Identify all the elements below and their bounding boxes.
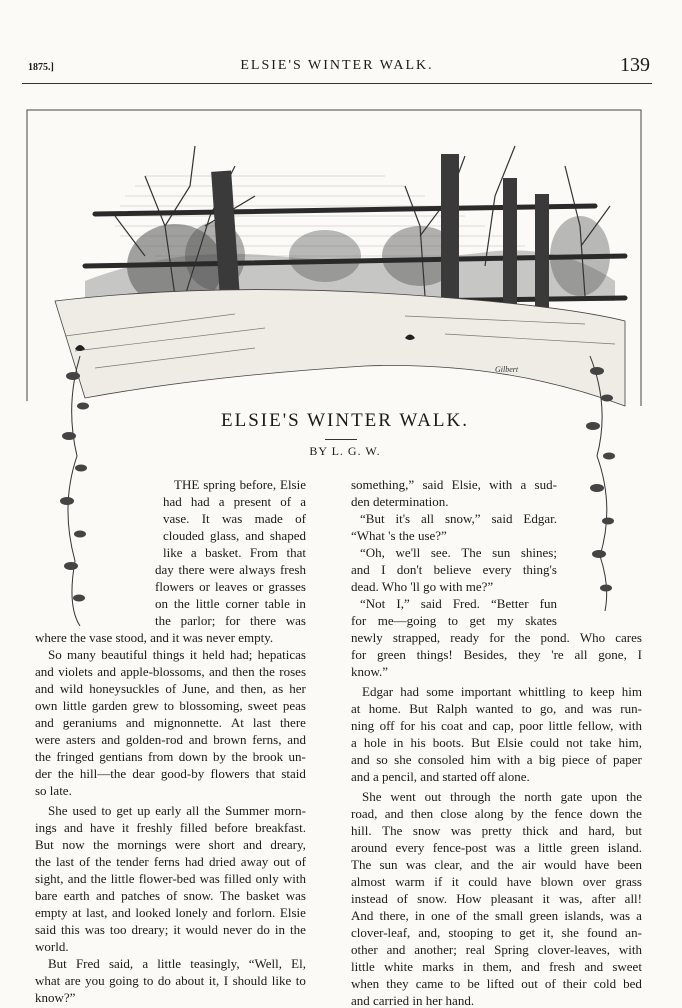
text-line: know?”: [35, 990, 76, 1005]
text-line: for green things! Besides, they 're all gone, I: [351, 647, 642, 662]
text-line: like a basket. From that: [163, 545, 306, 560]
vine-right-leaves: [586, 367, 615, 592]
text-line: hill. The snow was pretty thick and hard, but: [351, 823, 642, 838]
header-rule: [22, 83, 652, 84]
running-header: [22, 56, 652, 80]
text-line: a hole in his boots. But Elsie could not take him,: [351, 735, 642, 750]
text-line: own little garden grew to blossoming, sweet peas: [35, 698, 306, 713]
text-line: what are you going to do about it, I should like to: [35, 973, 306, 988]
text-line: bare earth and patches of snow. The basket was: [35, 888, 306, 903]
text-line: said this was too dreary; it would never do in the: [35, 922, 306, 937]
text-line: “Oh, we'll see. The sun shines;: [360, 545, 557, 560]
text-line: know.”: [351, 664, 389, 679]
text-line: ning off for his coat and cap, poor little fellow, with: [351, 718, 642, 733]
text-line: the fringed gentians from down by the brook un-: [35, 749, 306, 764]
text-line: other and another; real Spring clover-leaves, with: [351, 942, 642, 957]
text-line: empty at last, and looked lonely and forlorn. Elsie: [35, 905, 306, 920]
text-line: She went out through the north gate upon the: [362, 789, 642, 804]
text-line: flowers or leaves or grasses: [155, 579, 306, 594]
title-rule: [325, 439, 357, 440]
text-line: “What 's the use?”: [351, 528, 447, 543]
text-line: day there were always fresh: [155, 562, 306, 577]
text-line: and I don't believe every thing's: [351, 562, 557, 577]
text-line: on the little corner table in: [155, 596, 306, 611]
text-line: were asters and golden-rod and brown ferns, and: [35, 732, 306, 747]
text-line: and wild honeysuckles of June, and then, as her: [35, 681, 306, 696]
text-line: for me—going to get my skates: [351, 613, 557, 628]
text-line: almost warm if it could have blown over grass: [351, 874, 642, 889]
vine-left: [68, 356, 80, 626]
article-title: ELSIE'S WINTER WALK.: [220, 410, 469, 431]
text-line: “But it's all snow,” said Edgar.: [360, 511, 557, 526]
text-line: dead. Who 'll go with me?”: [351, 579, 494, 594]
text-line: the last of the tender ferns had dried away out of: [35, 854, 306, 869]
text-line: But Fred said, a little teasingly, “Well, El,: [48, 956, 306, 971]
text-line: clouded glass, and shaped: [163, 528, 306, 543]
text-line: little white marks in them, and fresh and sweet: [351, 959, 642, 974]
text-line: vase. It was made of: [163, 511, 306, 526]
snow-mound: [55, 290, 625, 406]
engraver-signature: Gilbert: [495, 365, 519, 374]
text-line: der the hill—the dear good-by flowers that staid: [35, 766, 306, 781]
text-line: newly strapped, ready for the pond. Who cares: [351, 630, 642, 645]
text-line: THE spring before, Elsie: [174, 477, 306, 492]
text-line: where the vase stood, and it was never empty.: [35, 630, 274, 645]
text-line: around every fence-post was a little green island.: [351, 840, 642, 855]
text-line: The sun was clear, and the air would have been: [351, 857, 642, 872]
page-number: 139: [620, 54, 650, 76]
text-line: She used to get up early all the Summer morn-: [48, 803, 306, 818]
text-line: den determination.: [351, 494, 449, 509]
text-line: and so she consoled him with a big piece of paper: [351, 752, 642, 767]
text-line: and violets and apple-blossoms, and then the roses: [35, 664, 306, 679]
text-line: “Not I,” said Fred. “Better fun: [360, 596, 557, 611]
text-line: so late.: [35, 783, 72, 798]
text-line: something,” said Elsie, with a sud-: [351, 477, 557, 492]
vine-left-leaves: [60, 372, 89, 602]
article-byline: BY L. G. W.: [309, 444, 381, 458]
text-line: road, and then close along by the fence down the: [351, 806, 642, 821]
header-title: ELSIE'S WINTER WALK.: [240, 58, 434, 73]
text-line: at home. But Ralph wanted to go, and was run-: [351, 701, 642, 716]
text-line: and a pencil, and started off alone.: [351, 769, 530, 784]
text-line: clover-leaf, and, stooping to get it, she found an-: [351, 925, 642, 940]
text-line: And there, in one of the small green islands, was a: [351, 908, 642, 923]
text-line: Edgar had some important whittling to keep him: [362, 684, 642, 699]
text-line: when they came to be lifted out of their cold bed: [351, 976, 642, 991]
text-line: world.: [35, 939, 69, 954]
text-line: and carried in her hand.: [351, 993, 475, 1008]
text-line: and geraniums and mignonnette. At last there: [35, 715, 306, 730]
text-line: So many beautiful things it held had; hepaticas: [48, 647, 306, 662]
text-line: sight, and the little flower-bed was filled only with: [35, 871, 306, 886]
text-line: the parlor; for there was: [155, 613, 306, 628]
header-date: 1875.]: [28, 62, 54, 73]
text-line: But now the mornings were short and dreary,: [35, 837, 306, 852]
text-line: ings and have it freshly filled before breakfast.: [35, 820, 306, 835]
text-line: had had a present of a: [163, 494, 306, 509]
text-line: instead of snow. How pleasant it was, after all!: [351, 891, 642, 906]
